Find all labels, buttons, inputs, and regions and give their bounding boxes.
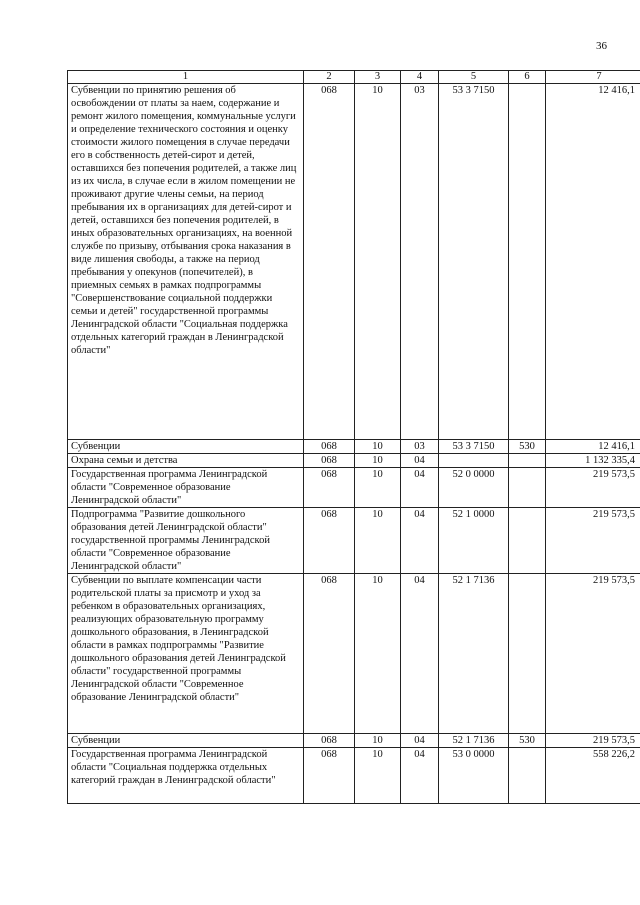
row-ministry-code: 068 (304, 508, 355, 574)
row-section-code: 10 (355, 734, 401, 748)
page-number: 36 (596, 40, 607, 52)
row-ministry-code: 068 (304, 468, 355, 508)
row-expense-type (509, 468, 546, 508)
row-subsection-code: 04 (401, 508, 439, 574)
header-cell: 5 (439, 71, 509, 84)
row-section-code: 10 (355, 84, 401, 440)
row-amount: 219 573,5 (546, 574, 640, 734)
row-name: Субвенции по выплате компенсации части родительской платы за присмотр и уход за ребенком в образовательных организациях, реализующих образовательную программу дошкольного образования, в Ленинградской области в рамках подпрограммы "Развитие дошкольного образования детей Ленинградской области" государственной программы Ленинградской области "Современное образование Ленинградской области" (68, 574, 304, 734)
row-subsection-code: 03 (401, 440, 439, 454)
row-section-code: 10 (355, 748, 401, 804)
row-expense-type (509, 84, 546, 440)
row-name: Подпрограмма "Развитие дошкольного образования детей Ленинградской области" государственной программы Ленинградской области "Современное образование Ленинградской области" (68, 508, 304, 574)
row-target-article: 52 1 0000 (439, 508, 509, 574)
row-subsection-code: 04 (401, 748, 439, 804)
row-target-article: 52 1 7136 (439, 574, 509, 734)
row-ministry-code: 068 (304, 574, 355, 734)
row-ministry-code: 068 (304, 84, 355, 440)
row-subsection-code: 04 (401, 454, 439, 468)
row-section-code: 10 (355, 574, 401, 734)
row-expense-type: 530 (509, 440, 546, 454)
table-row (68, 84, 640, 440)
row-target-article: 53 0 0000 (439, 748, 509, 804)
row-section-code: 10 (355, 440, 401, 454)
header-cell: 3 (355, 71, 401, 84)
row-amount: 219 573,5 (546, 468, 640, 508)
row-name: Субвенции (68, 734, 304, 748)
row-section-code: 10 (355, 454, 401, 468)
row-subsection-code: 04 (401, 574, 439, 734)
row-name: Субвенции по принятию решения об освобождении от платы за наем, содержание и ремонт жилого помещения, коммунальные услуги и определение технического состояния и оценку стоимости жилого помещения в случае передачи его в собственность детей-сирот и детей, оставшихся без попечения родителей, а также лиц из их числа, в случае если в жилом помещении не проживают другие члены семьи, на период пребывания их в организациях для детей-сирот и детей, оставшихся без попечения родителей, в иных образовательных организациях, на военной службе по призыву, отбывания срока наказания в виде лишения свободы, а также на период пребывания у опекунов (попечителей), в приемных семьях в рамках подпрограммы "Совершенствование социальной поддержки семьи и детей" государственной программы Ленинградской области "Социальная поддержка отдельных категорий граждан в Ленинградской области" (68, 84, 304, 440)
row-target-article: 53 3 7150 (439, 84, 509, 440)
row-ministry-code: 068 (304, 734, 355, 748)
budget-table (67, 70, 640, 804)
table-header-row (68, 71, 640, 84)
row-amount: 558 226,2 (546, 748, 640, 804)
row-expense-type (509, 454, 546, 468)
row-section-code: 10 (355, 468, 401, 508)
row-target-article (439, 454, 509, 468)
row-expense-type: 530 (509, 734, 546, 748)
row-target-article: 53 3 7150 (439, 440, 509, 454)
row-name: Государственная программа Ленинградской области "Социальная поддержка отдельных категорий граждан в Ленинградской области" (68, 748, 304, 804)
header-cell: 7 (546, 71, 640, 84)
row-name: Субвенции (68, 440, 304, 454)
row-subsection-code: 04 (401, 734, 439, 748)
table-row (68, 468, 640, 508)
table-row (68, 748, 640, 804)
row-expense-type (509, 508, 546, 574)
row-ministry-code: 068 (304, 748, 355, 804)
table-row (68, 734, 640, 748)
row-expense-type (509, 574, 546, 734)
row-amount: 12 416,1 (546, 84, 640, 440)
row-amount: 12 416,1 (546, 440, 640, 454)
header-cell: 2 (304, 71, 355, 84)
row-subsection-code: 03 (401, 84, 439, 440)
table-row (68, 574, 640, 734)
table-row (68, 440, 640, 454)
row-subsection-code: 04 (401, 468, 439, 508)
row-section-code: 10 (355, 508, 401, 574)
row-name: Государственная программа Ленинградской области "Современное образование Ленинградской области" (68, 468, 304, 508)
row-amount: 219 573,5 (546, 734, 640, 748)
header-cell: 6 (509, 71, 546, 84)
row-amount: 1 132 335,4 (546, 454, 640, 468)
row-target-article: 52 0 0000 (439, 468, 509, 508)
row-amount: 219 573,5 (546, 508, 640, 574)
row-name: Охрана семьи и детства (68, 454, 304, 468)
row-target-article: 52 1 7136 (439, 734, 509, 748)
header-cell: 1 (68, 71, 304, 84)
row-ministry-code: 068 (304, 454, 355, 468)
header-cell: 4 (401, 71, 439, 84)
table-row (68, 508, 640, 574)
table-row (68, 454, 640, 468)
row-expense-type (509, 748, 546, 804)
row-ministry-code: 068 (304, 440, 355, 454)
